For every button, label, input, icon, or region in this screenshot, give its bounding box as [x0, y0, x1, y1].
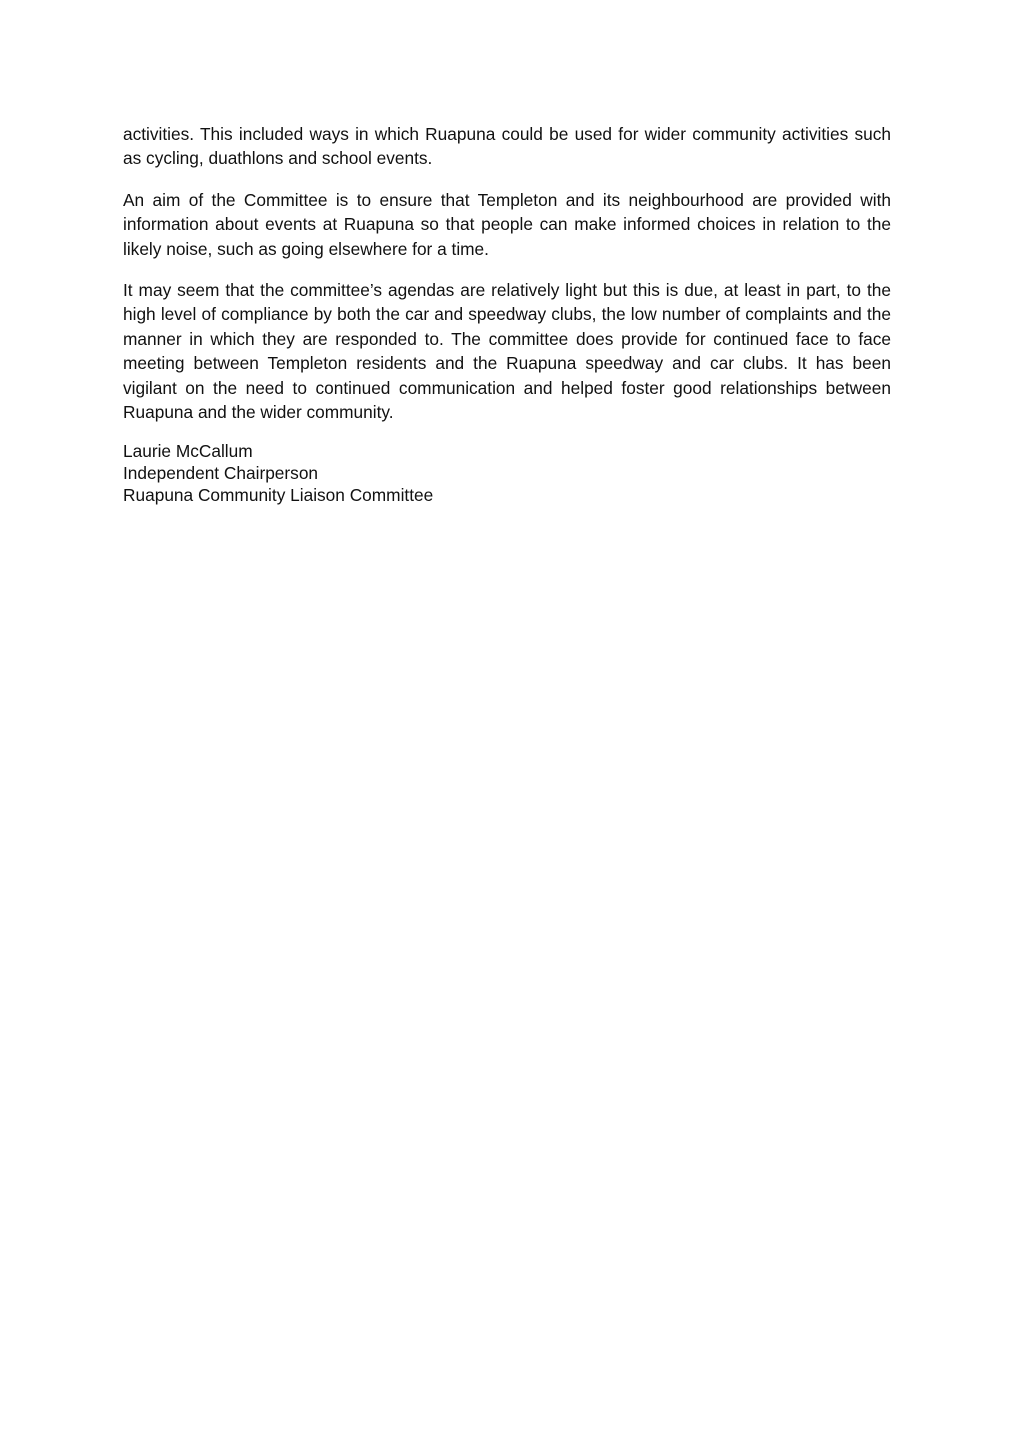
paragraph-committee-aim: An aim of the Committee is to ensure that Templeton and its neighbourhood are provided with information about events at Ruapuna so that people can make informed choices in relation to the likely noise, such as going elsewhere for a time. — [123, 189, 891, 259]
signatory-organisation: Ruapuna Community Liaison Committee — [123, 485, 434, 506]
paragraph-compliance: It may seem that the committee’s agendas are relatively light but this is due, at least in part, to the high level of compliance by both the car and speedway clubs, the low number of complaints and the manner in which they are responded to. The committee does provide for continued face to face meeting between Templeton residents and the Ruapuna speedway and car clubs. It has been vigilant on the need to continued communication and helped foster good relationships between Ruapuna and the wider community. — [123, 280, 891, 423]
signatory-name: Laurie McCallum — [123, 441, 253, 462]
signatory-title: Independent Chairperson — [123, 463, 319, 484]
document-body — [123, 122, 891, 507]
signature-block — [123, 441, 891, 506]
paragraph-activities: activities. This included ways in which Ruapuna could be used for wider community activities such as cycling, duathlons and school events. — [123, 124, 891, 169]
